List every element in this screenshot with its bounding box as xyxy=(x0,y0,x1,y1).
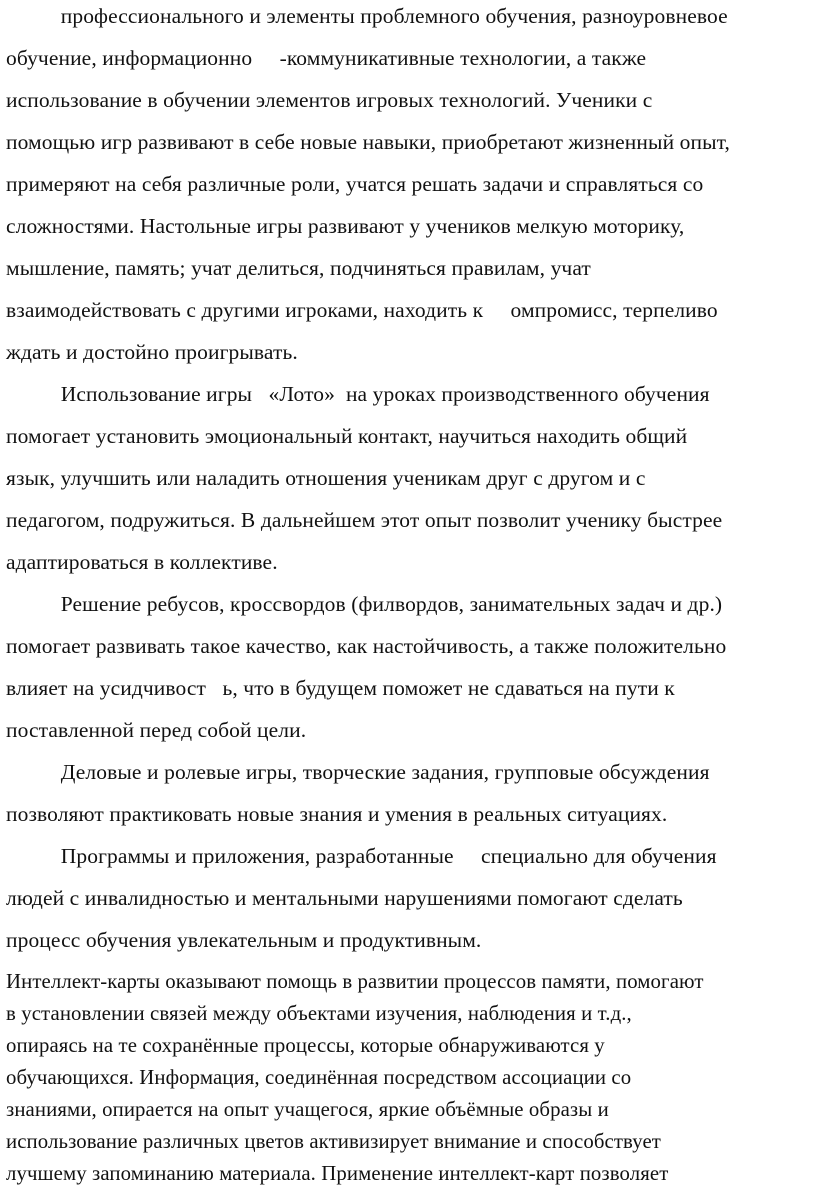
text-line: педагогом, подружиться. В дальнейшем этот опыт позволит ученику быстрее xyxy=(6,508,723,532)
text-line: язык, улучшить или наладить отношения ученикам друг с другом и с xyxy=(6,466,646,490)
text-line: людей с инвалидностью и ментальными нарушениями помогают сделать xyxy=(6,886,683,910)
text-line: обучающихся. Информация, соединённая посредством ассоциации со xyxy=(6,1066,632,1089)
text-line: профессионального и элементы проблемного обучения, разноуровневое xyxy=(6,4,728,28)
text-line: мышление, память; учат делиться, подчиняться правилам, учат xyxy=(6,256,591,280)
text-line: Использование игры «Лото» на уроках производственного обучения xyxy=(6,382,710,406)
text-line: в установлении связей между объектами изучения, наблюдения и т.д., xyxy=(6,1002,632,1025)
text-line: взаимодействовать с другими игроками, находить к омпромисс, терпеливо xyxy=(6,298,718,322)
text-line: процесс обучения увлекательным и продуктивным. xyxy=(6,928,482,952)
text-line: Деловые и ролевые игры, творческие задания, групповые обсуждения xyxy=(6,760,710,784)
text-line: Интеллект-карты оказывают помощь в развитии процессов памяти, помогают xyxy=(6,970,704,993)
text-line: влияет на усидчивост ь, что в будущем поможет не сдаваться на пути к xyxy=(6,676,675,700)
text-line: лучшему запоминанию материала. Применение интеллект-карт позволяет xyxy=(6,1162,669,1185)
text-line: помогает развивать такое качество, как настойчивость, а также положительно xyxy=(6,634,727,658)
text-line: позволяют практиковать новые знания и умения в реальных ситуациях. xyxy=(6,802,668,826)
text-line: опираясь на те сохранённые процессы, которые обнаруживаются у xyxy=(6,1034,605,1057)
text-line: использование в обучении элементов игровых технологий. Ученики с xyxy=(6,88,653,112)
text-line: ждать и достойно проигрывать. xyxy=(6,340,298,364)
text-line: помощью игр развивают в себе новые навыки, приобретают жизненный опыт, xyxy=(6,130,731,154)
text-line: знаниями, опирается на опыт учащегося, яркие объёмные образы и xyxy=(6,1098,609,1121)
text-line: сложностями. Настольные игры развивают у учеников мелкую моторику, xyxy=(6,214,685,238)
text-line: примеряют на себя различные роли, учатся решать задачи и справляться со xyxy=(6,172,704,196)
text-line: использование различных цветов активизирует внимание и способствует xyxy=(6,1130,661,1153)
text-line: помогает установить эмоциональный контакт, научиться находить общий xyxy=(6,424,688,448)
text-line: Программы и приложения, разработанные специально для обучения xyxy=(6,844,717,868)
text-line: обучение, информационно -коммуникативные технологии, а также xyxy=(6,46,647,70)
text-line: Решение ребусов, кроссвордов (филвордов, занимательных задач и др.) xyxy=(6,592,723,616)
text-line: поставленной перед собой цели. xyxy=(6,718,307,742)
text-line: адаптироваться в коллективе. xyxy=(6,550,278,574)
